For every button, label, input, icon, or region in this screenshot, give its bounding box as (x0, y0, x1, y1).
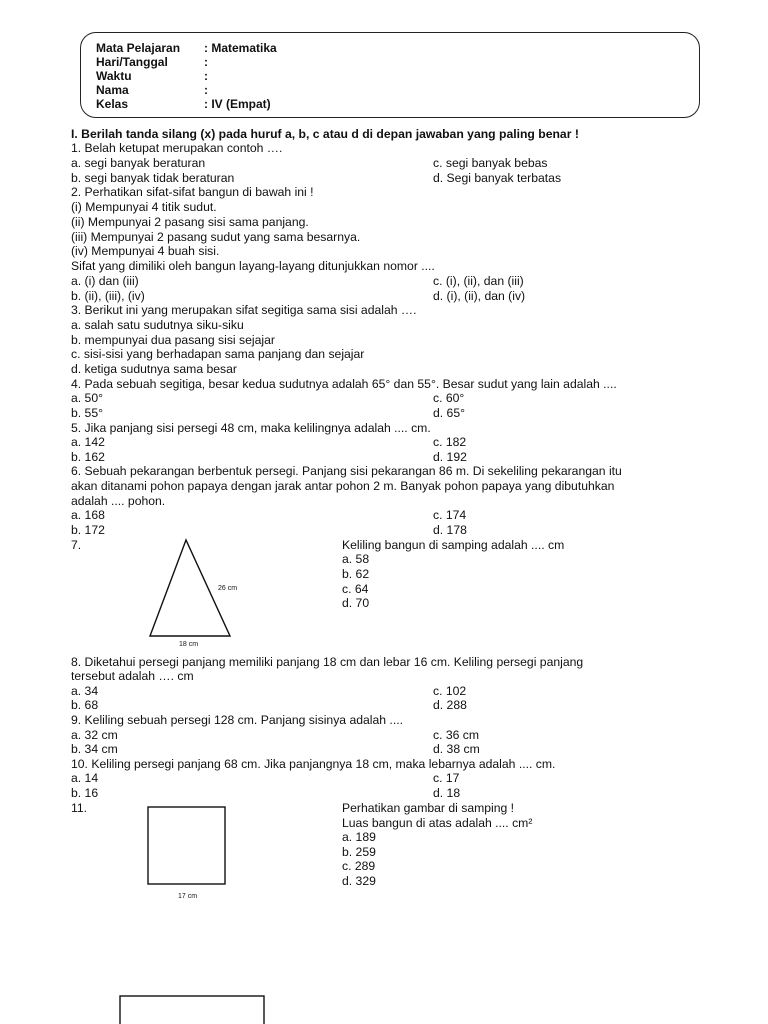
option-d: d. Segi banyak terbatas (433, 171, 562, 185)
option-c: c. segi banyak bebas (433, 156, 548, 170)
square-shape (148, 807, 225, 884)
triangle-side-label: 26 cm (218, 585, 238, 592)
option-a: a. 168 (71, 508, 105, 522)
option-d: d. ketiga sudutnya sama besar (71, 362, 237, 376)
header-value: : (204, 83, 208, 97)
question-8-line1: 8. Diketahui persegi panjang memiliki panjang 18 cm dan lebar 16 cm. Keliling persegi panjang (71, 655, 584, 669)
header-value: : IV (Empat) (204, 97, 271, 111)
question-7-number: 7. (71, 538, 82, 552)
question-7: Keliling bangun di samping adalah .... cm (342, 538, 565, 552)
square-figure (140, 800, 240, 904)
option-c: c. 60° (433, 391, 465, 405)
property-iii: (iii) Mempunyai 2 pasang sudut yang sama besarnya. (71, 230, 361, 244)
option-b: b. 162 (71, 450, 105, 464)
option-d: d. 288 (433, 698, 467, 712)
option-d: d. 192 (433, 450, 467, 464)
header-row-name (96, 83, 208, 97)
instruction: I. Berilah tanda silang (x) pada huruf a, b, c atau d di depan jawaban yang paling benar ! (71, 127, 579, 141)
question-11-number: 11. (71, 801, 88, 815)
question-2-prompt: Sifat yang dimiliki oleh bangun layang-layang ditunjukkan nomor .... (71, 259, 435, 273)
question-3: 3. Berikut ini yang merupakan sifat segitiga sama sisi adalah …. (71, 303, 417, 317)
property-iv: (iv) Mempunyai 4 buah sisi. (71, 244, 220, 258)
question-8-line2: tersebut adalah …. cm (71, 669, 194, 683)
option-d: d. 329 (342, 874, 376, 888)
property-ii: (ii) Mempunyai 2 pasang sisi sama panjang. (71, 215, 309, 229)
question-6-line3: adalah .... pohon. (71, 494, 166, 508)
option-c: c. 64 (342, 582, 369, 596)
option-d: d. 70 (342, 596, 370, 610)
header-box (80, 32, 700, 118)
header-label: Kelas (96, 97, 129, 111)
option-b: b. 16 (71, 786, 99, 800)
header-row-subject (96, 41, 277, 55)
option-a: a. 58 (342, 552, 370, 566)
option-c: c. 182 (433, 435, 467, 449)
option-c: c. sisi-sisi yang berhadapan sama panjang dan sejajar (71, 347, 365, 361)
question-11-line2: Luas bangun di atas adalah .... cm² (342, 816, 533, 830)
question-9: 9. Keliling sebuah persegi 128 cm. Panjang sisinya adalah .... (71, 713, 403, 727)
option-b: b. 55° (71, 406, 103, 420)
option-a: a. salah satu sudutnya siku-siku (71, 318, 244, 332)
square-side-label: 17 cm (178, 893, 198, 900)
header-label: Mata Pelajaran (96, 41, 181, 55)
option-c: c. 102 (433, 684, 467, 698)
option-a: a. segi banyak beraturan (71, 156, 206, 170)
option-d: d. 65° (433, 406, 465, 420)
header-row-class (96, 97, 271, 111)
option-b: b. 34 cm (71, 742, 118, 756)
option-d: d. 18 (433, 786, 461, 800)
option-a: a. 142 (71, 435, 105, 449)
option-a: a. 14 (71, 771, 99, 785)
question-6-line2: akan ditanami pohon papaya dengan jarak antar pohon 2 m. Banyak pohon papaya yang dibutuhkan (71, 479, 615, 493)
triangle-base-label: 18 cm (179, 641, 199, 648)
header-value: : (204, 69, 208, 83)
option-b: b. 62 (342, 567, 370, 581)
question-6-line1: 6. Sebuah pekarangan berbentuk persegi. Panjang sisi pekarangan 86 m. Di sekeliling pekarangan itu (71, 464, 622, 478)
option-a: a. 189 (342, 830, 376, 844)
option-c: c. 174 (433, 508, 467, 522)
header-label: Waktu (96, 69, 132, 83)
option-b: b. mempunyai dua pasang sisi sejajar (71, 333, 275, 347)
rectangle-shape (120, 996, 264, 1024)
question-2: 2. Perhatikan sifat-sifat bangun di bawah ini ! (71, 185, 314, 199)
option-b: b. 68 (71, 698, 99, 712)
option-b: b. 259 (342, 845, 376, 859)
option-a: a. 50° (71, 391, 103, 405)
partial-rectangle-figure (112, 990, 272, 1024)
question-1: 1. Belah ketupat merupakan contoh …. (71, 141, 283, 155)
question-10: 10. Keliling persegi panjang 68 cm. Jika panjangnya 18 cm, maka lebarnya adalah .... cm. (71, 757, 556, 771)
option-a: a. 32 cm (71, 728, 118, 742)
header-label: Hari/Tanggal (96, 55, 168, 69)
option-a: a. 34 (71, 684, 99, 698)
option-b: b. 172 (71, 523, 105, 537)
triangle-figure (140, 536, 250, 652)
option-d: d. (i), (ii), dan (iv) (433, 289, 526, 303)
header-value: : (204, 55, 208, 69)
option-c: c. 36 cm (433, 728, 480, 742)
option-a: a. (i) dan (iii) (71, 274, 139, 288)
option-c: c. 17 (433, 771, 460, 785)
option-d: d. 38 cm (433, 742, 480, 756)
option-b: b. (ii), (iii), (iv) (71, 289, 145, 303)
option-b: b. segi banyak tidak beraturan (71, 171, 235, 185)
question-4: 4. Pada sebuah segitiga, besar kedua sudutnya adalah 65° dan 55°. Besar sudut yang lain adalah .... (71, 377, 617, 391)
option-d: d. 178 (433, 523, 467, 537)
header-label: Nama (96, 83, 129, 97)
option-c: c. (i), (ii), dan (iii) (433, 274, 524, 288)
header-value: : Matematika (204, 41, 277, 55)
question-5: 5. Jika panjang sisi persegi 48 cm, maka kelilingnya adalah .... cm. (71, 421, 431, 435)
header-row-date (96, 55, 208, 69)
header-row-time (96, 69, 208, 83)
option-c: c. 289 (342, 859, 376, 873)
question-11-line1: Perhatikan gambar di samping ! (342, 801, 515, 815)
property-i: (i) Mempunyai 4 titik sudut. (71, 200, 217, 214)
